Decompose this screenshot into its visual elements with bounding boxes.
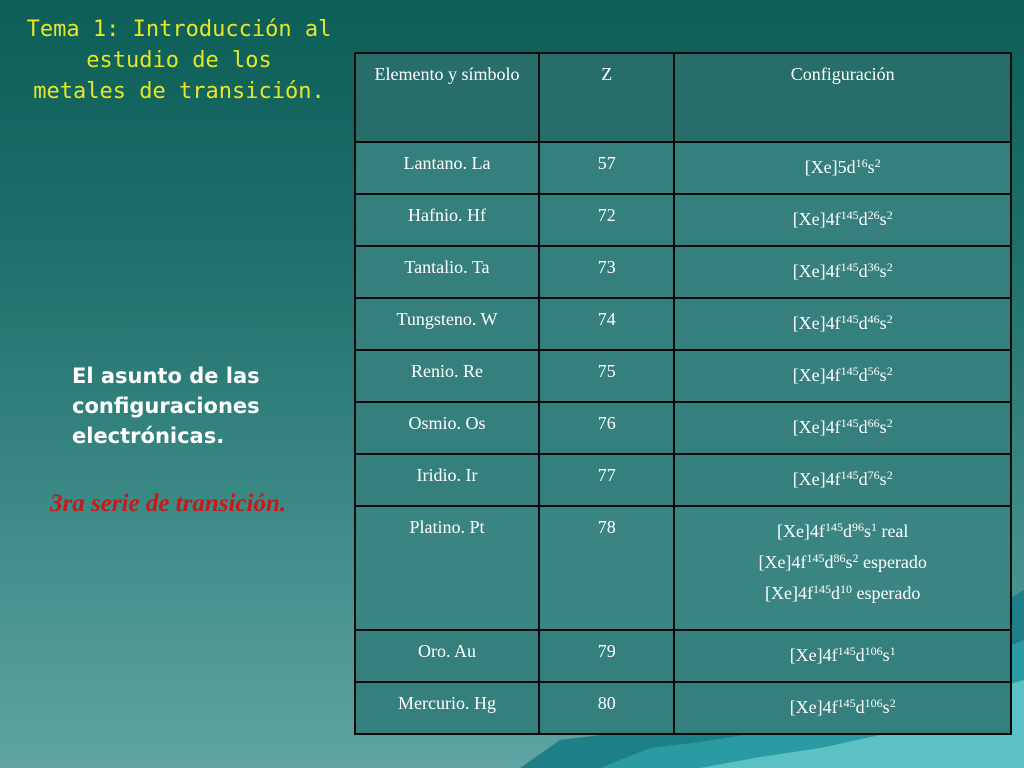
table-row: [355, 506, 1011, 630]
slide-title: [18, 14, 340, 107]
config-line: $[Xe]4f^{145}d^{26}s^2$: [792, 208, 893, 229]
cell-element: Lantano. La: [355, 142, 539, 194]
cell-z: 74: [539, 298, 674, 350]
cell-z: 72: [539, 194, 674, 246]
header-config: Configuración: [674, 53, 1011, 142]
cell-config: [674, 454, 1011, 506]
cell-config: [674, 142, 1011, 194]
title-line: metales de transición.: [33, 79, 325, 104]
cell-config: [674, 682, 1011, 734]
header-element: Elemento y símbolo: [355, 53, 539, 142]
cell-element: Oro. Au: [355, 630, 539, 682]
cell-config: [674, 506, 1011, 630]
cell-element: Osmio. Os: [355, 402, 539, 454]
cell-element: Tungsteno. W: [355, 298, 539, 350]
configuration-table: [354, 52, 1012, 735]
cell-element: Platino. Pt: [355, 506, 539, 630]
cell-z: 73: [539, 246, 674, 298]
header-z: Z: [539, 53, 674, 142]
table-row: [355, 298, 1011, 350]
config-line: $[Xe]4f^{145}d^{106}s^1$: [789, 644, 896, 665]
series-label: 3ra serie de transición.: [50, 490, 287, 517]
table-header-row: [355, 53, 1011, 142]
config-line: $[Xe]5d^{16}s^2$: [804, 156, 881, 177]
cell-z: 79: [539, 630, 674, 682]
cell-z: 78: [539, 506, 674, 630]
title-line: estudio de los: [86, 48, 272, 73]
cell-z: 77: [539, 454, 674, 506]
cell-config: [674, 402, 1011, 454]
table-row: [355, 350, 1011, 402]
cell-config: [674, 350, 1011, 402]
config-line: $[Xe]4f^{145}d^{76}s^2$: [792, 468, 893, 489]
cell-element: Tantalio. Ta: [355, 246, 539, 298]
table-row: [355, 402, 1011, 454]
cell-z: 76: [539, 402, 674, 454]
table-row: [355, 454, 1011, 506]
subject-text: [72, 361, 342, 451]
subject-line: El asunto de las: [72, 364, 260, 388]
title-line: Tema 1: Introducción al: [26, 17, 332, 42]
subject-line: electrónicas.: [72, 424, 225, 448]
config-line: $[Xe]4f^{145}d^{96}s^1$ real: [776, 520, 909, 541]
config-line: $[Xe]4f^{145}d^{56}s^2$: [792, 364, 893, 385]
cell-z: 80: [539, 682, 674, 734]
cell-config: [674, 194, 1011, 246]
cell-element: Iridio. Ir: [355, 454, 539, 506]
cell-element: Hafnio. Hf: [355, 194, 539, 246]
config-line: $[Xe]4f^{145}d^{106}s^2$: [789, 696, 896, 717]
cell-config: [674, 630, 1011, 682]
subject-line: configuraciones: [72, 394, 260, 418]
config-line: $[Xe]4f^{145}d^{10}$ esperado: [764, 582, 921, 603]
table-row: [355, 246, 1011, 298]
table-row: [355, 194, 1011, 246]
config-line: $[Xe]4f^{145}d^{86}s^2$ esperado: [758, 551, 927, 572]
cell-config: [674, 246, 1011, 298]
config-line: $[Xe]4f^{145}d^{46}s^2$: [792, 312, 893, 333]
table-row: [355, 142, 1011, 194]
cell-element: Mercurio. Hg: [355, 682, 539, 734]
cell-config: [674, 298, 1011, 350]
cell-element: Renio. Re: [355, 350, 539, 402]
config-line: $[Xe]4f^{145}d^{36}s^2$: [792, 260, 893, 281]
table-row: [355, 630, 1011, 682]
config-line: $[Xe]4f^{145}d^{66}s^2$: [792, 416, 893, 437]
table-row: [355, 682, 1011, 734]
cell-z: 75: [539, 350, 674, 402]
cell-z: 57: [539, 142, 674, 194]
